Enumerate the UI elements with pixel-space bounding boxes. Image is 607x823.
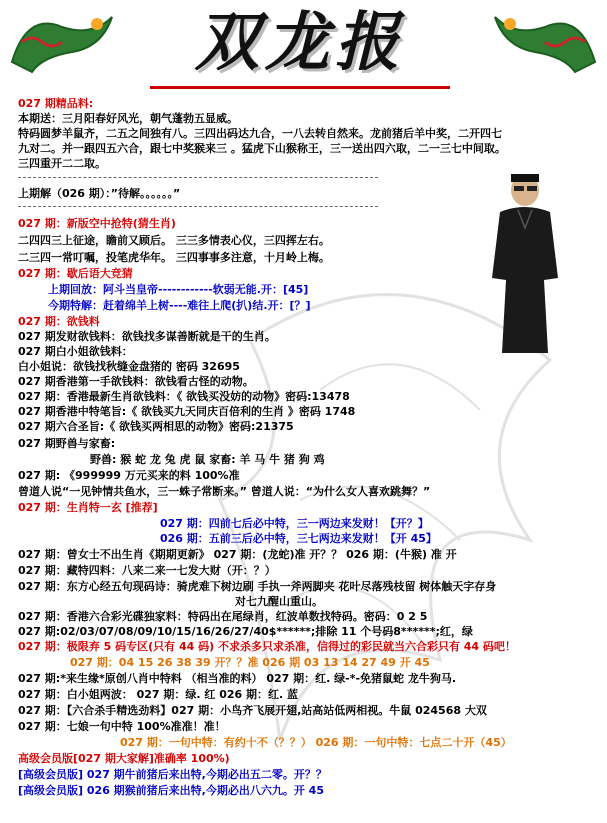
text-line: 027 期六合圣旨:《 欲钱买两相思的动物》密码:21375 — [18, 420, 294, 433]
text-line: 特码圆梦羊鼠齐，二五之间独有八。三四出码达九合，一八去转自然来。龙前猪后羊中奖，二开四七 — [18, 127, 502, 140]
text-line: 027 期：四前七后必中特，三一两边来发财！【开？】 — [160, 517, 429, 530]
section-heading: 027 期：生肖特一玄 [推荐] — [18, 501, 158, 514]
text-line: 曾道人说“一见钟情共鱼水，三一蛛子常断来。” 曾道人说：“为什么女人喜欢跳舞？” — [18, 485, 431, 498]
text-line: 本期送：三月阳春好风光，朝气蓬勃五显威。 — [18, 112, 238, 125]
text-line: [高级会员版] 026 期猴前猪后来出特,今期必出八六九。开 45 — [18, 784, 324, 797]
dragon-left-icon — [2, 2, 122, 80]
divider — [18, 206, 378, 207]
person-photo — [478, 168, 573, 356]
dragon-right-icon — [485, 2, 605, 80]
text-line: 027 期:02/03/07/08/09/10/15/16/26/27/40$******;排除 11 个号码8******;红，绿 — [18, 625, 473, 638]
text-line: 二三四一常叮嘱，投笔虎华年。 三四事事多注意，十月岭上梅。 — [18, 251, 330, 264]
text-line: [高级会员版] 027 期牛前猪后来出特,今期必出五二零。开？？ — [18, 768, 327, 781]
text-line: 027 期：香港六合彩光碟独家料：特码出在尾绿肖，红波单数找特码。密码：0 2 5 — [18, 610, 428, 623]
text-line: 白小姐说：欲钱找秋缝金盘猪的 密码 32695 — [18, 360, 240, 373]
text-line: 027 期：白小姐两波： 027 期：绿. 红 026 期：红. 蓝 — [18, 688, 299, 701]
text-line: 027 期发财欲钱料：欲钱找多谋善断就是干的生肖。 — [18, 330, 276, 343]
text-line: 027 期:*来生缘*原创八肖中特料 （相当准的料） 027 期：红. 绿-*-免猪鼠蛇 龙牛狗马. — [18, 672, 457, 685]
text-line: 上期解（026 期）：”待解。。。。。。” — [18, 187, 181, 200]
text-line: 027 期：七娘一句中特 100%准准！准！ — [18, 720, 226, 733]
section-heading: 027 期：歇后语大竞猜 — [18, 267, 133, 280]
title-underline — [150, 86, 450, 89]
text-line: 二四四三上征途，瞻前又顾后。 三三多情表心仪，三四挥左右。 — [18, 234, 330, 247]
text-line: 027 期：香港最新生肖欲钱料：《 欲钱买没妨的动物》密码:13478 — [18, 390, 350, 403]
text-line: 027 期白小姐欲钱料： — [18, 345, 133, 358]
text-line: 今期特解：赶着绵羊上树----难往上爬(扒)结.开：[？] — [48, 299, 311, 312]
page-title: 双龙报 — [195, 5, 405, 80]
text-line: 027 期：【六合杀手精选劲料】027 期：小鸟齐飞展开翅,站高站低两相视。牛鼠 024568 大双 — [18, 704, 487, 717]
text-line: 三四重开二二取。 — [18, 157, 106, 170]
text-line: 027 期野兽与家畜: — [18, 437, 116, 450]
section-heading: 027 期：欲钱料 — [18, 315, 100, 328]
text-line: 026 期：五前三后必中特，三七两边来发财！【开 45】 — [160, 532, 437, 545]
text-line: 027 期香港第一手欲钱料：欲钱看古怪的动物。 — [18, 375, 254, 388]
text-line: 027 期：04 15 26 38 39 开？？准 026 期 03 13 14 27 49 开 45 — [70, 656, 430, 669]
masthead — [0, 0, 607, 92]
section-heading: 027 期精品料: — [18, 97, 94, 110]
text-line: 九对二。并一跟四五六合，跟七中奖猴来三 。猛虎下山猴称王，三一送出四六取，二一三七中间取。 — [18, 142, 506, 155]
text-line: 027 期：东方心经五句现码诗：骑虎难下树边刷 手执一斧两脚夹 花叶尽落残枝留 树体触天字存身 — [18, 580, 497, 593]
text-line: 027 期：曾女士不出生肖《期期更新》 027 期：(龙蛇)准 开？？ 026 期：(牛猴) 准 开 — [18, 548, 457, 561]
text-line: 上期回放：阿斗当皇帝------------软弱无能.开：[45] — [48, 283, 309, 296]
section-heading: 027 期：新版空中抢特(猜生肖) — [18, 217, 176, 230]
text-line: 027 期: 《999999 万元买来的料 100%准 — [18, 469, 240, 482]
divider — [18, 177, 378, 178]
text-line: 高级会员版[027 期大家解]准确率 100%) — [18, 752, 230, 765]
text-line: 027 期：极限弃 5 码专区(只有 44 码) 不求杀多只求杀准，信得过的彩民就当六合彩只有 44 码吧！ — [18, 640, 516, 653]
text-line: 027 期香港中特笔旨:《 欲钱买九天同庆百倍利的生肖 》密码 1748 — [18, 405, 356, 418]
text-line: 对七九醒山重山。 — [235, 595, 323, 608]
text-line: 野兽: 猴 蛇 龙 兔 虎 鼠 家畜: 羊 马 牛 猪 狗 鸡 — [90, 453, 325, 466]
text-line: 027 期：藏特四料：八来二来一七发大财（开：？） — [18, 564, 276, 577]
text-line: 027 期：一句中特：有约十不（？？） 026 期：一句中特：七点二十开（45） — [120, 736, 512, 749]
